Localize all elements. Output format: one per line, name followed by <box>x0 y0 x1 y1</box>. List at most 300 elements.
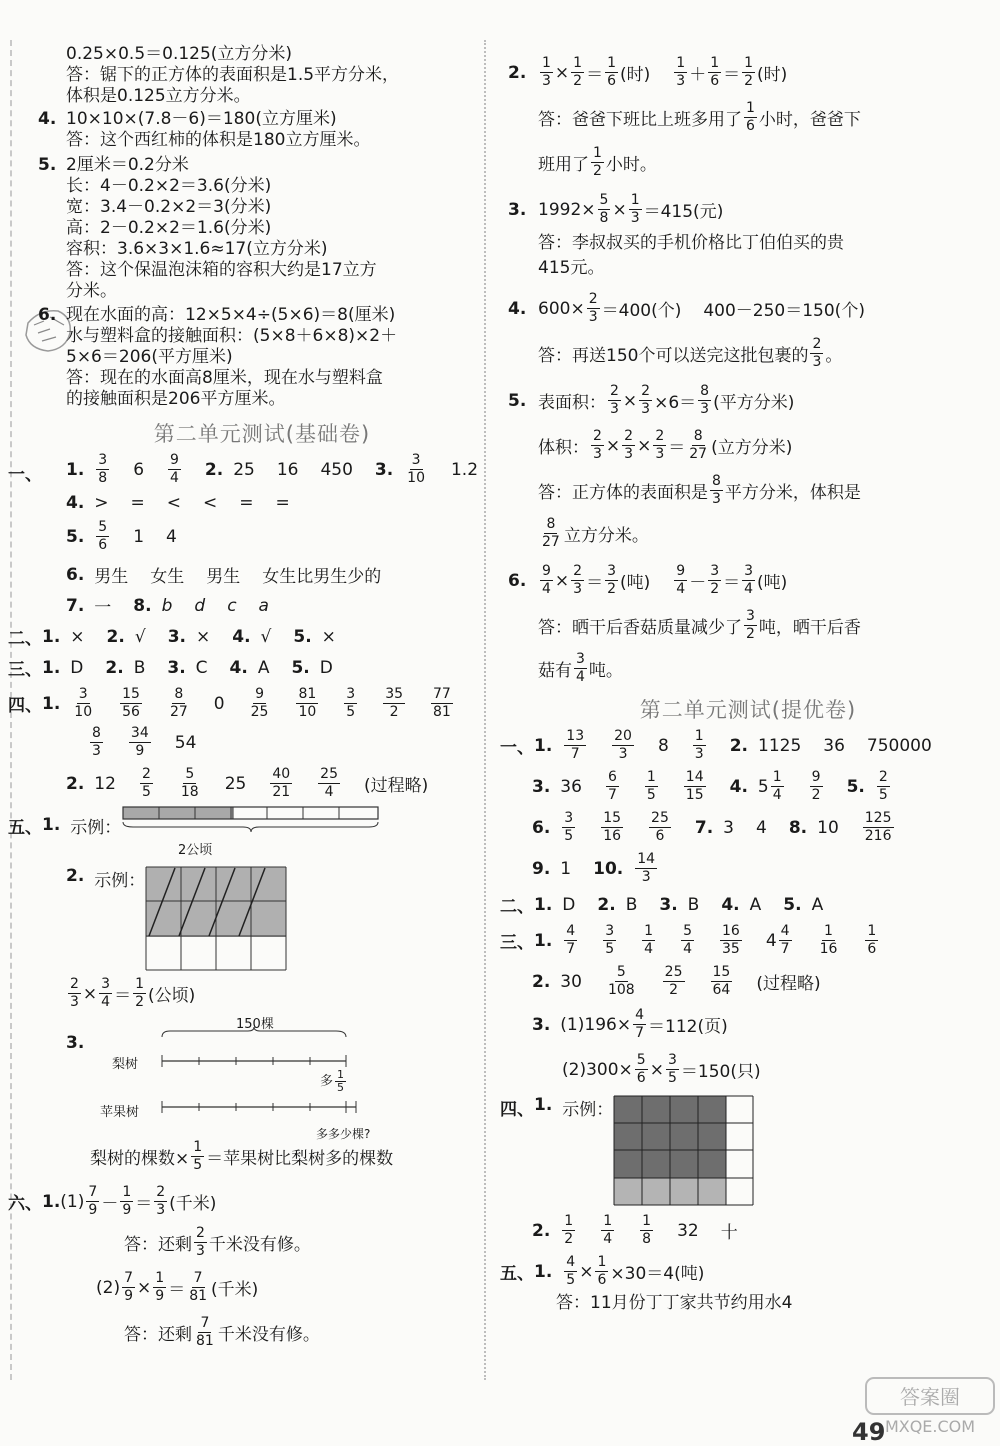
text: 立方分米。 <box>563 526 649 546</box>
answer-row <box>8 624 478 649</box>
fraction: 9 4 <box>676 563 686 597</box>
value: 女生比男生少的 <box>262 567 382 587</box>
value: 5 <box>757 776 769 797</box>
equation-row: 3. 1992× $\frac{5}{8}$ × 1 3 ＝415(元) <box>508 192 724 226</box>
item-number: 2. <box>508 62 527 83</box>
apple-label: 苹果树 <box>100 1105 140 1120</box>
text: 。 <box>825 346 843 366</box>
part-four-label: 四、 <box>500 1100 534 1120</box>
value: 1 <box>133 526 145 547</box>
fraction: 2 3 <box>196 1225 205 1259</box>
item-number: 1. <box>534 930 553 951</box>
item-number: 1. <box>42 815 61 835</box>
unit: (公顷) <box>148 986 196 1006</box>
calc-line: 容积：3.6×3×1.6≈17(立方分米) <box>66 239 328 259</box>
fraction: 3 2 <box>607 563 617 597</box>
fraction: 25 6 <box>651 810 669 844</box>
calc-line: 高：2－0.2×2＝1.6(分米) <box>66 218 272 238</box>
tree-diagram <box>66 1013 478 1145</box>
text: 小时。 <box>605 155 657 175</box>
value: 12 <box>94 773 116 794</box>
text: ＝415(元) <box>643 202 724 222</box>
item-number: 2. <box>66 866 85 886</box>
fraction: 1 16 <box>819 923 838 957</box>
text: (1) <box>60 1191 85 1212</box>
value: > <box>94 493 109 513</box>
fraction: 1 2 <box>564 1213 574 1247</box>
value: a <box>258 595 269 616</box>
item-number: 3. <box>66 1033 85 1053</box>
answer-row <box>66 562 478 587</box>
item-number: 3. <box>167 626 186 647</box>
fraction: $\frac{5}{6}$ <box>636 1052 646 1086</box>
item-number: 7. <box>66 595 85 616</box>
answer-line: 答：11月份丁丁家共节约用水4 <box>556 1293 793 1313</box>
item-number: 3. <box>532 776 551 797</box>
fraction: 1 4 <box>603 1213 613 1247</box>
answer-line <box>538 145 978 180</box>
fraction: 2 3 <box>70 976 79 1010</box>
item-number: 2. <box>729 735 748 756</box>
value: 8 <box>657 735 669 756</box>
answer-line <box>538 651 978 686</box>
answer-row <box>88 725 478 760</box>
more-label: 多 $\frac{1}{5}$ <box>320 1068 345 1094</box>
fraction: 8 27 <box>542 516 560 550</box>
fraction: 1 2 <box>593 145 602 179</box>
value: 30 <box>560 971 582 992</box>
answer-row <box>532 810 978 845</box>
equation-row: 五、 1. 4 5 × $\frac{1}{6}$ ×30＝4(吨) <box>500 1254 705 1288</box>
answer-row <box>66 766 478 801</box>
fraction: 1 2 <box>744 55 754 89</box>
text: 答：还剩 <box>124 1325 192 1345</box>
fraction: 35 2 <box>385 686 404 720</box>
fraction: 4 5 <box>566 1254 576 1288</box>
fraction: 8 3 <box>700 383 710 417</box>
part-one-label: 一、 <box>8 465 42 485</box>
value: 1.2 <box>450 459 479 480</box>
value: × <box>195 626 211 647</box>
watermark-logo <box>862 1372 998 1438</box>
fraction: 15 56 <box>122 686 140 720</box>
fraction: 3 2 <box>746 608 755 642</box>
part-three-label: 三、 <box>500 933 534 953</box>
fraction: 14 15 <box>685 769 704 803</box>
fraction: 25 4 <box>320 766 338 800</box>
text: 答：晒干后香菇质量减少了 <box>538 618 742 638</box>
answer-line: 答：现在的水面高8厘米，现在水与塑料盒 <box>66 368 383 388</box>
calc-line: 5×6＝206(平方厘米) <box>66 347 233 367</box>
value: × <box>321 626 336 647</box>
fraction: 4 7 <box>566 923 576 957</box>
equation-row <box>508 291 978 326</box>
q5-number: 5. <box>38 155 57 175</box>
right-column <box>500 55 978 1314</box>
answer-row <box>66 866 478 972</box>
equation-row: 5. 表面积： 2 3 × 2 3 ×6＝ 8 3 (平方分米) <box>508 383 795 417</box>
fraction: $\frac{2}{3}$ <box>588 291 598 325</box>
value: 3 <box>723 817 734 838</box>
unit: (立方分米) <box>711 438 793 458</box>
fraction: 9 4 <box>542 563 551 597</box>
fraction: 1 9 <box>155 1270 165 1304</box>
svg-text:MXQE.COM: MXQE.COM <box>884 1417 976 1436</box>
calc-line: 水与塑料盒的接触面积：(5×8＋6×8)×2＋ <box>66 326 398 346</box>
item-number: 4. <box>729 776 748 797</box>
column-divider <box>484 40 486 1380</box>
item-number: 2. <box>532 971 551 992</box>
fraction: 9 2 <box>811 769 821 803</box>
value: B <box>133 657 146 678</box>
item-number: 4. <box>232 626 251 647</box>
fraction: 8 3 <box>712 473 721 507</box>
fraction: 40 21 <box>272 766 291 800</box>
value: 36 <box>823 735 845 756</box>
text: (2) <box>96 1277 121 1298</box>
value: 4 <box>756 817 767 838</box>
item-number: 3. <box>508 199 527 220</box>
answer-line: 答：李叔叔买的手机价格比丁伯伯买的贵 <box>538 233 844 253</box>
value: = <box>239 493 254 513</box>
fraction: 5 18 <box>180 766 199 800</box>
fraction: 2 5 <box>878 769 888 803</box>
example-label: 示例： <box>70 817 122 838</box>
text: (1)196× <box>560 1014 632 1035</box>
value: 25 <box>224 773 247 794</box>
answer-line <box>538 100 978 135</box>
example-label: 示例： <box>94 871 146 891</box>
fraction: $\frac{1}{5}$ <box>193 1139 203 1173</box>
answer-line <box>538 336 978 371</box>
item-number: 1. <box>534 735 553 756</box>
item-number: 5. <box>291 657 310 678</box>
fraction: 1 5 <box>646 769 656 803</box>
value: C <box>195 657 208 678</box>
text: 班用了 <box>538 155 589 175</box>
fraction: 9 25 <box>250 686 269 720</box>
item-number: 3. <box>167 657 186 678</box>
value: 36 <box>560 776 582 797</box>
fraction: 15 64 <box>712 964 731 998</box>
fraction: 1 3 <box>630 192 640 226</box>
fraction: 3 5 <box>564 810 574 844</box>
fraction: 9 4 <box>170 452 179 486</box>
unit: (千米) <box>169 1194 217 1214</box>
item-number: 5. <box>66 526 85 547</box>
fraction: 25 2 <box>664 964 683 998</box>
text: 答：爸爸下班比上班多用了 <box>538 110 742 130</box>
value: 450 <box>320 459 353 480</box>
fraction: 20 3 <box>614 728 632 762</box>
value: D <box>70 657 84 678</box>
fraction: 5 108 <box>607 964 635 998</box>
value: B <box>625 894 638 915</box>
fraction: 1 6 <box>607 55 617 89</box>
example-label: 示例： <box>562 1100 614 1120</box>
item-number: 3. <box>374 459 394 480</box>
fraction: $\frac{5}{8}$ <box>599 192 609 226</box>
answer-row <box>532 769 978 804</box>
equation-row: 2 3 × 3 4 ＝ 1 2 (公顷) <box>70 976 196 1010</box>
item-number: 1. <box>534 894 553 915</box>
fraction: 4 7 <box>780 923 790 957</box>
question-label: 多多少棵? <box>316 1127 371 1141</box>
part-three-label: 三、 <box>8 660 42 680</box>
fraction: 1 3 <box>676 55 686 89</box>
calc-line: 0.25×0.5＝0.125(立方分米) <box>66 44 293 64</box>
fraction: 5 6 <box>98 519 108 553</box>
text: ×30＝4(吨) <box>610 1264 705 1284</box>
answer-row <box>8 655 478 680</box>
fraction: 1 9 <box>122 1184 132 1218</box>
value: 1125 <box>758 735 802 756</box>
fraction: 3 5 <box>605 923 615 957</box>
note: (过程略) <box>756 974 821 994</box>
answer-row <box>532 851 978 886</box>
item-number: 5. <box>783 894 802 915</box>
answer-row <box>66 519 478 554</box>
part-two-label: 二、 <box>8 629 42 649</box>
part-one-label: 一、 <box>500 738 534 758</box>
fraction: 7 81 <box>189 1270 208 1304</box>
text: ＝400(个) <box>601 301 682 321</box>
unit: (千米) <box>211 1280 259 1300</box>
fraction: 3 4 <box>101 976 111 1010</box>
text: ＝苹果树比梨树多的棵数 <box>206 1149 394 1169</box>
fraction: 6 7 <box>607 769 617 803</box>
item-number: 8. <box>788 817 808 838</box>
answer-line: 答：锯下的正方体的表面积是1.5平方分米， <box>66 65 400 85</box>
text: 千米没有修。 <box>208 1235 311 1255</box>
equation-row: 6. 9 4 × 2 3 ＝ 3 2 (吨) 9 4 － 3 2 ＝ 3 4 (吨) <box>508 563 788 597</box>
answer-row <box>500 728 978 763</box>
value: 6 <box>133 459 145 480</box>
unit: (吨) <box>757 573 788 593</box>
fraction: 2 3 <box>610 383 619 417</box>
text: 400－250＝150(个) <box>703 301 865 321</box>
value: 54 <box>174 732 197 753</box>
fraction: 3 2 <box>710 563 720 597</box>
value: 750000 <box>866 735 932 756</box>
value: 25 <box>233 459 255 480</box>
value: < <box>166 493 182 513</box>
note: (过程略) <box>363 776 429 796</box>
section-title-advanced: 第二单元测试(提优卷) <box>639 698 857 722</box>
page-number: 49 <box>852 1418 886 1446</box>
grid-diagram <box>145 866 287 972</box>
pear-count-label: 150棵 <box>236 1017 274 1032</box>
value: √ <box>134 626 146 647</box>
value: 4 <box>765 930 777 951</box>
item-number: 10. <box>593 858 624 879</box>
fraction: 2 3 <box>641 383 651 417</box>
text: ＝112(页) <box>648 1017 728 1037</box>
item-number: 4. <box>721 894 740 915</box>
item-number: 5. <box>508 390 527 411</box>
answer-row <box>66 493 478 513</box>
answer-line <box>124 1225 478 1260</box>
value: A <box>257 657 270 678</box>
fraction: 3 10 <box>74 686 93 720</box>
answer-line: 体积是0.125立方分米。 <box>66 86 251 106</box>
text: 600× <box>538 298 585 319</box>
fraction: 7 81 <box>196 1315 214 1349</box>
fraction: 3 4 <box>744 563 754 597</box>
item-number: 1. <box>66 459 85 480</box>
fraction: 16 35 <box>721 923 740 957</box>
fraction: 1 3 <box>694 728 704 762</box>
item-number: 1. <box>42 693 61 714</box>
equation-row: (2)300× $\frac{5}{6}$ × 3 5 ＝150(只) <box>562 1052 761 1086</box>
text: 吨。 <box>588 661 623 681</box>
item-number: 1. <box>42 657 61 678</box>
part-five-label: 五、 <box>8 817 42 838</box>
value: √ <box>260 626 272 647</box>
fraction: 1 8 <box>642 1213 652 1247</box>
part-two-label: 二、 <box>500 897 534 917</box>
answer-row <box>66 452 478 487</box>
text: 小时，爸爸下 <box>758 110 861 130</box>
value: A <box>811 894 824 915</box>
fraction: 14 3 <box>637 851 656 885</box>
item-number: 2. <box>204 459 224 480</box>
fraction: 3 4 <box>576 651 585 685</box>
value: = <box>130 493 145 513</box>
fraction: 3 5 <box>667 1052 677 1086</box>
fraction: 8 3 <box>92 725 101 759</box>
fraction: 5 4 <box>683 923 692 957</box>
text: 千米没有修。 <box>217 1325 320 1345</box>
value: 女生 <box>150 567 185 587</box>
answer-line <box>538 516 978 551</box>
value: c <box>227 595 237 616</box>
svg-text:答案圈: 答案圈 <box>900 1385 960 1409</box>
answer-line <box>124 1315 478 1350</box>
item-number: 3. <box>532 1014 551 1035</box>
fraction: 1 6 <box>746 100 755 134</box>
part-six-label: 六、 <box>8 1194 42 1214</box>
value: 10 <box>817 817 839 838</box>
value: 1 <box>560 858 572 879</box>
answer-row <box>500 1095 978 1207</box>
answer-row <box>532 964 978 999</box>
answer-line: 分米。 <box>66 281 117 301</box>
value: = <box>275 493 290 513</box>
item-number: 7. <box>694 817 714 838</box>
fraction: 81 10 <box>298 686 317 720</box>
item-number: 5. <box>846 776 865 797</box>
fraction: 2 3 <box>593 428 602 462</box>
item-number: 8. <box>133 595 152 616</box>
value: 十 <box>720 1223 738 1243</box>
fraction: 2 3 <box>573 563 583 597</box>
fraction: 34 9 <box>130 725 149 759</box>
answer-line: 的接触面积是206平方厘米。 <box>66 389 286 409</box>
unit: (平方分米) <box>713 393 795 413</box>
fraction: 13 7 <box>566 728 585 762</box>
item-number: 2. <box>105 657 124 678</box>
left-column <box>8 44 479 1350</box>
fraction: 2 5 <box>141 766 151 800</box>
item-number: 2. <box>106 626 125 647</box>
fraction: 3 10 <box>407 452 425 486</box>
answer-row <box>8 686 478 721</box>
item-number: 2. <box>597 894 616 915</box>
item-number: 2. <box>532 1220 551 1241</box>
value: D <box>319 657 333 678</box>
text: 1992× <box>538 199 596 220</box>
text: 答：正方体的表面积是 <box>538 483 708 503</box>
pear-label: 梨树 <box>112 1057 139 1072</box>
item-number: 2. <box>66 773 85 794</box>
q6-number: 6. <box>38 305 57 325</box>
calc-line: 2厘米＝0.2分米 <box>66 155 189 175</box>
unit: (吨) <box>620 573 651 593</box>
answer-line: 答：这个西红柿的体积是180立方厘米。 <box>66 130 371 150</box>
answer-row <box>500 892 978 917</box>
answer-line <box>538 473 978 508</box>
text: 答：再送150个可以送完这批包裹的 <box>538 346 809 366</box>
fraction: 15 16 <box>603 810 622 844</box>
calc-line: 现在水面的高：12×5×4÷(5×6)＝8(厘米) <box>66 305 396 325</box>
value: D <box>562 894 576 915</box>
text: 吨，晒干后香 <box>758 618 861 638</box>
fraction: 1 6 <box>867 923 877 957</box>
fraction: 3 8 <box>98 452 108 486</box>
part-five-label: 五、 <box>500 1264 534 1284</box>
text: 梨树的棵数× <box>90 1149 190 1169</box>
item-number: 6. <box>532 817 551 838</box>
answer-row <box>66 593 478 618</box>
text: 表面积： <box>538 393 606 413</box>
answer-row <box>500 923 978 958</box>
item-number: 1. <box>534 1095 553 1115</box>
fraction: 7 9 <box>88 1184 98 1218</box>
fraction: 2 3 <box>655 428 665 462</box>
item-number: 6. <box>66 564 85 585</box>
item-number: 6. <box>508 570 527 591</box>
text: 答：还剩 <box>124 1235 192 1255</box>
value: b <box>161 595 173 616</box>
section-title-basic: 第二单元测试(基础卷) <box>153 422 371 446</box>
fraction: 125 216 <box>864 810 892 844</box>
text: 菇有 <box>538 661 572 681</box>
calc-line: 10×10×(7.8－6)＝180(立方厘米) <box>66 109 337 129</box>
equation-row: (2) 7 9 × 1 9 ＝ 7 81 (千米) <box>96 1270 259 1304</box>
fraction: 1 3 <box>542 55 551 89</box>
answer-line: 415元。 <box>538 258 605 278</box>
fraction: 1 4 <box>772 769 782 803</box>
grid-diagram <box>613 1095 755 1207</box>
text: 体积： <box>538 438 589 458</box>
fraction: 2 3 <box>812 336 822 370</box>
equation-row: 六、 1. (1) 7 9 － 1 9 ＝ 2 3 (千米) <box>8 1184 217 1218</box>
value: 4 <box>166 526 177 547</box>
answer-line: 答：这个保温泡沫箱的容积大约是17立方 <box>66 260 377 280</box>
fraction: 8 27 <box>169 686 188 720</box>
value: d <box>194 595 206 616</box>
item-number: 4. <box>66 493 85 513</box>
value: B <box>687 894 700 915</box>
fraction: $\frac{1}{6}$ <box>597 1254 607 1288</box>
calc-line: 宽：3.4－0.2×2＝3(分米) <box>66 197 272 217</box>
item-number: 4. <box>229 657 248 678</box>
value: 32 <box>677 1220 699 1241</box>
fraction: 1 4 <box>644 923 654 957</box>
value: < <box>203 493 218 513</box>
answer-line <box>538 608 978 643</box>
